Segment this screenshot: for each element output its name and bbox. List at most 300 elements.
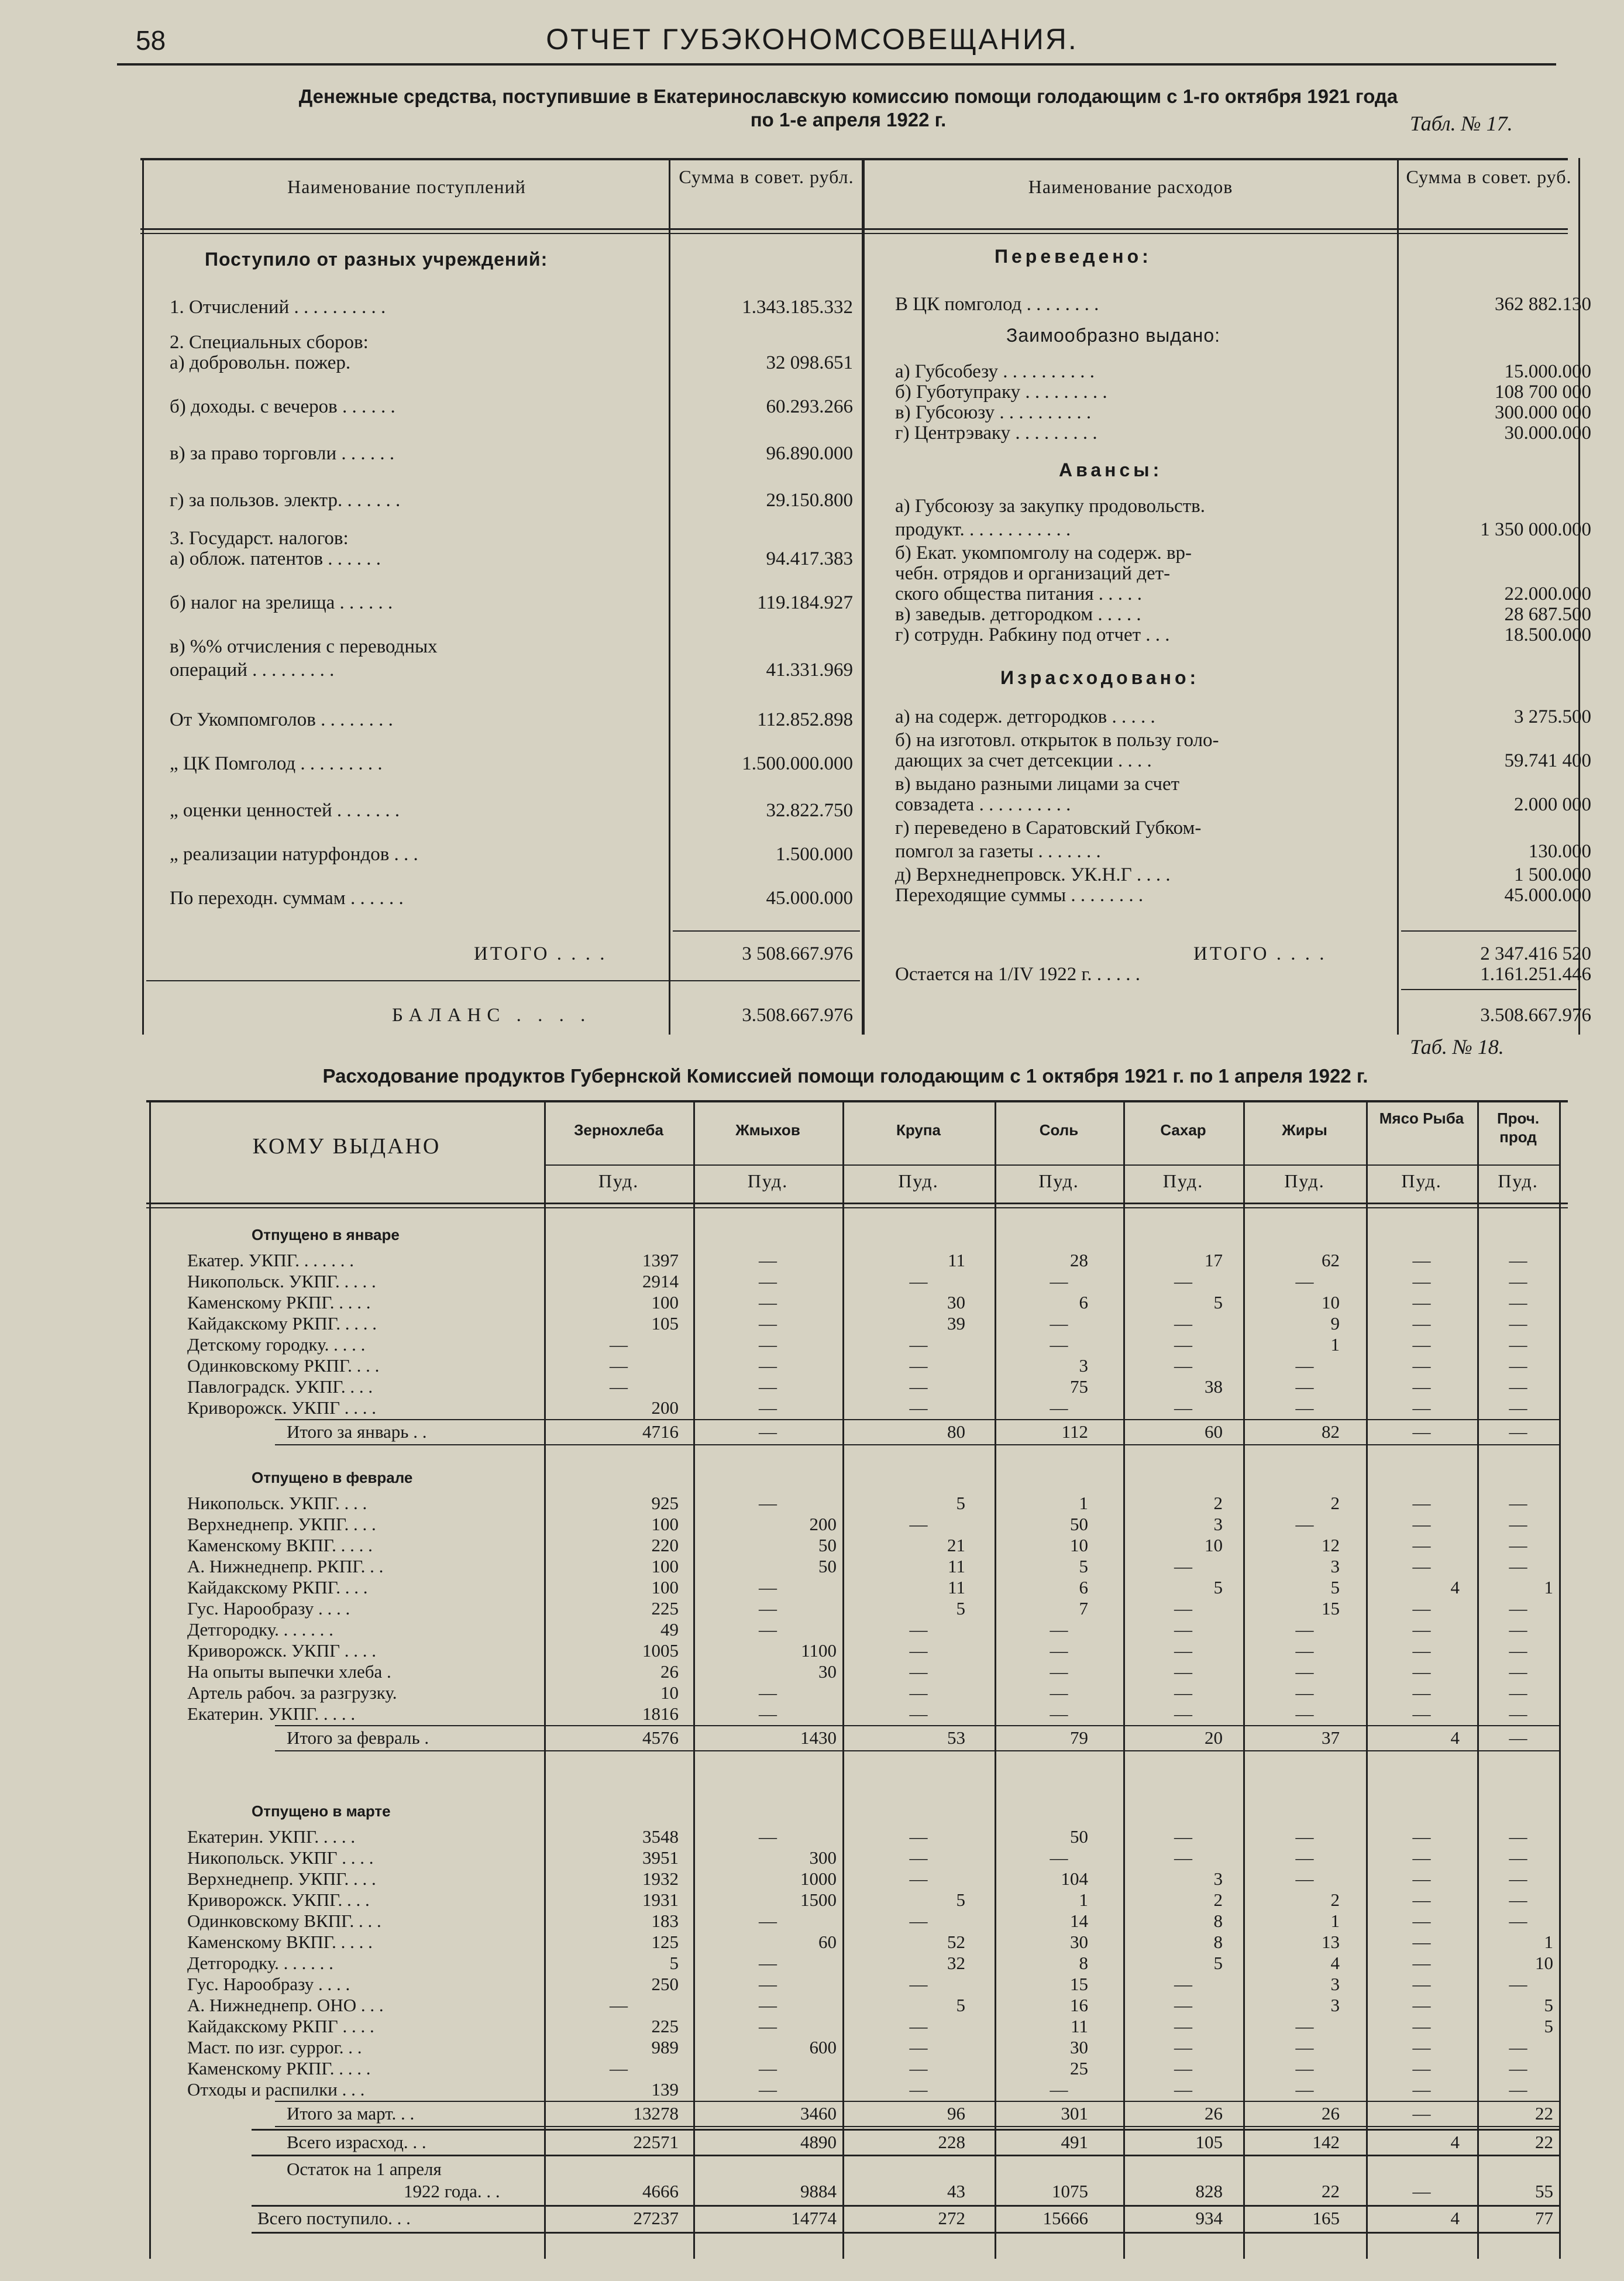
running-title: ОТЧЕТ ГУБЭКОНОМСОВЕЩАНИЯ. <box>546 23 1078 56</box>
table18-cell: 3548 <box>642 1826 679 1847</box>
table18-cell: — <box>909 1911 928 1931</box>
table18-cell: 5 <box>1213 1292 1223 1313</box>
table18-cell: — <box>759 1250 777 1270</box>
table18-cell: — <box>1295 1661 1314 1682</box>
table18-cell: 39 <box>947 1313 965 1334</box>
table18-cell: 1100 <box>801 1640 837 1661</box>
table18-cell: — <box>759 1682 777 1703</box>
table18-remainder-name-2: 1922 года. . . <box>404 2181 500 2201</box>
table18-cell: — <box>759 1313 777 1334</box>
expense-row-label: Переходящие суммы . . . . . . . . <box>895 885 1144 906</box>
table18-cell: — <box>759 1493 777 1513</box>
table18-cell: 21 <box>947 1535 965 1555</box>
table18-cell: 13 <box>1322 1932 1340 1952</box>
table18-cell: 50 <box>1070 1826 1088 1847</box>
table18-cell: 10 <box>1322 1292 1340 1313</box>
table18-cell: — <box>610 2058 628 2079</box>
table18-cell: — <box>1412 2016 1431 2036</box>
table18-cell: 7 <box>1079 1598 1088 1619</box>
table18-group-total-name: Итого за январь . . <box>287 1421 427 1442</box>
table18-cell: 3 <box>1079 1355 1088 1376</box>
table18-cell: — <box>759 1826 777 1847</box>
table18-cell: 27237 <box>633 2208 679 2228</box>
table18-cell: — <box>1412 1974 1431 1994</box>
table18-cell: — <box>1050 1640 1068 1661</box>
table18-cell: 300 <box>809 1847 837 1868</box>
expense-row <box>895 623 1591 647</box>
table18-cell: — <box>1412 1703 1431 1724</box>
balance-rule <box>146 980 860 981</box>
table18-row-name: На опыты выпечки хлеба . <box>187 1661 391 1682</box>
income-row <box>170 442 857 465</box>
income-row <box>170 547 857 571</box>
table18-cell: 25 <box>1070 2058 1088 2079</box>
income-row-label: По переходн. суммам . . . . . . <box>170 888 404 909</box>
expense-total-rule <box>1401 930 1577 932</box>
table18-col-header: Крупа <box>896 1121 941 1139</box>
table18-cell: — <box>1295 2079 1314 2100</box>
table18-cell: — <box>1295 1355 1314 1376</box>
expense-total-row <box>895 942 1591 966</box>
table18-cell: — <box>1412 1911 1431 1931</box>
table18-cell: 22 <box>1322 2181 1340 2201</box>
expense-row-value: 3 275.500 <box>1514 706 1591 727</box>
expense-row-label: а) Губсобезу . . . . . . . . . . <box>895 361 1095 382</box>
expense-row-label: в) заведыв. детгородком . . . . . <box>895 604 1141 625</box>
table18-cell: — <box>1050 2079 1068 2100</box>
expense-name-header: Наименование расходов <box>1028 176 1233 197</box>
table18-cell: 30 <box>818 1661 837 1682</box>
expense-row-value: 59.741 400 <box>1504 750 1591 771</box>
table18-cell: — <box>909 2079 928 2100</box>
table18-cell: — <box>1412 1292 1431 1313</box>
income-total-value: 3 508.667.976 <box>742 943 853 964</box>
table18-cell: 15 <box>1322 1598 1340 1619</box>
table18-cell: 5 <box>956 1995 965 2015</box>
income-row <box>170 331 857 354</box>
balance-row <box>170 1004 857 1027</box>
table17-left-border <box>142 158 144 1035</box>
table18-cell: 60 <box>818 1932 837 1952</box>
table18-cell: — <box>1509 1355 1527 1376</box>
table18-cell: — <box>1295 1376 1314 1397</box>
table18-cell: — <box>1295 2058 1314 2079</box>
table18-cell: — <box>909 1682 928 1703</box>
table18-cell: — <box>1174 1640 1192 1661</box>
table18-cell: 105 <box>651 1313 679 1334</box>
income-row <box>170 799 857 822</box>
table18-cell: 100 <box>651 1514 679 1534</box>
table18-cell: 1 <box>1079 1493 1088 1513</box>
table17-title-line1: Денежные средства, поступившие в Екатеринославскую комиссию помощи голодающим с 1-го октября 1921 года <box>298 85 1398 107</box>
table18-cell: 37 <box>1322 1727 1340 1748</box>
table18-cell: 600 <box>809 2037 837 2057</box>
table18-row-name: Криворожск. УКПГ . . . . <box>187 1640 377 1661</box>
table18-cell: — <box>1412 1598 1431 1619</box>
table18-unit-header: Пуд. <box>1498 1170 1539 1191</box>
table18-col-header: Зернохлеба <box>574 1121 663 1139</box>
expense-remainder-label: Остается на 1/IV 1922 г. . . . . . <box>895 964 1141 985</box>
table18-cell: 3 <box>1213 1514 1223 1534</box>
income-row-value: 32 098.651 <box>766 352 853 373</box>
expense-row <box>895 494 1574 518</box>
table18-cell: — <box>1174 1682 1192 1703</box>
table18-row-name: Каменскому РКПГ. . . . . <box>187 1292 371 1313</box>
income-row-value: 29.150.800 <box>766 490 853 511</box>
income-row-value: 41.331.969 <box>766 659 853 681</box>
table18-cell: 1000 <box>800 1868 837 1889</box>
table18-unit-header: Пуд. <box>1162 1170 1204 1191</box>
income-row-value: 112.852.898 <box>757 709 853 730</box>
table18-cell: 5 <box>1079 1556 1088 1576</box>
table18-cell: 183 <box>651 1911 679 1931</box>
expense-row-label: В ЦК помголод . . . . . . . . <box>895 294 1099 315</box>
income-row-label: в) за право торговли . . . . . . <box>170 443 395 464</box>
table18-cell: — <box>1412 1890 1431 1910</box>
table18-cell: — <box>759 2058 777 2079</box>
table18-cell: 15666 <box>1042 2208 1088 2228</box>
income-row-label: „ реализации натурфондов . . . <box>170 844 418 865</box>
table18-row-name: Никопольск. УКПГ. . . . <box>187 1493 367 1513</box>
table18-cell: 5 <box>1544 2016 1553 2036</box>
expense-row <box>895 729 1574 752</box>
table18-cell: — <box>1412 1397 1431 1418</box>
table18-cell: — <box>1412 2037 1431 2057</box>
table18-cell: — <box>1174 2079 1192 2100</box>
table18-cell: 165 <box>1312 2208 1340 2228</box>
table18-cell: 30 <box>947 1292 965 1313</box>
expense-row-value: 18.500.000 <box>1504 624 1591 645</box>
table18-cell: — <box>1295 1271 1314 1291</box>
expense-row <box>895 603 1591 626</box>
income-row <box>170 395 857 418</box>
table18-cell: — <box>1412 1556 1431 1576</box>
table18-cell: 79 <box>1070 1727 1088 1748</box>
table18-unit-header: Пуд. <box>898 1170 939 1191</box>
table18-cell: — <box>1412 2058 1431 2079</box>
table18-row-name: Детгородку. . . . . . . <box>187 1953 333 1973</box>
table18-cell: 3951 <box>642 1847 679 1868</box>
income-total-row <box>170 942 857 966</box>
income-row-label: „ оценки ценностей . . . . . . . <box>170 800 400 821</box>
table18-cell: — <box>1174 1598 1192 1619</box>
table18-cell: — <box>759 1292 777 1313</box>
table18-cell: — <box>759 1334 777 1355</box>
table18-col-divider <box>544 1100 546 2259</box>
table18-cell: — <box>909 1355 928 1376</box>
table18-cell: — <box>610 1376 628 1397</box>
table18-row-name: Криворожск. УКПГ. . . . <box>187 1890 370 1910</box>
table18-cell: — <box>1509 1847 1527 1868</box>
table18-cell: — <box>1174 1556 1192 1576</box>
table18-cell: — <box>1509 1890 1527 1910</box>
expense-row <box>895 816 1574 840</box>
table18-cell: — <box>1412 1535 1431 1555</box>
table18-cell: 77 <box>1535 2208 1553 2228</box>
table18-cell: 10 <box>1070 1535 1088 1555</box>
table18-group-total-rule <box>275 1725 1559 1726</box>
income-row-value: 32.822.750 <box>766 800 853 821</box>
table18-unit-rule <box>544 1164 1559 1166</box>
table18-cell: — <box>1412 1661 1431 1682</box>
table18-cell: — <box>1295 1847 1314 1868</box>
table18-cell: 100 <box>651 1556 679 1576</box>
expense-total-label: ИТОГО . . . . <box>1193 943 1327 964</box>
table18-cell: — <box>1509 1376 1527 1397</box>
table18-cell: — <box>909 1703 928 1724</box>
table18-cell: 2 <box>1330 1493 1340 1513</box>
table18-row-name: Верхнеднепр. УКПГ. . . . <box>187 1514 376 1534</box>
table18-cell: 11 <box>948 1577 965 1598</box>
table18-cell: 22571 <box>633 2132 679 2152</box>
table18-col-header: Проч. прод <box>1496 1109 1540 1146</box>
table18-cell: 925 <box>651 1493 679 1513</box>
table18-cell: 26 <box>1205 2103 1223 2124</box>
table18-cell: 52 <box>947 1932 965 1952</box>
table18-cell: — <box>1050 1313 1068 1334</box>
table18-cell: 5 <box>956 1493 965 1513</box>
income-section-heading: Поступило от разных учреждений: <box>205 249 548 270</box>
table18-cell: — <box>1174 2037 1192 2057</box>
header-rule <box>117 63 1556 66</box>
table18-group-total-rule-bottom <box>275 1444 1559 1445</box>
income-name-header: Наименование поступлений <box>287 176 526 197</box>
expense-balance-row <box>895 1004 1591 1027</box>
table18-cell: — <box>1295 1682 1314 1703</box>
table18-cell: 9884 <box>800 2181 837 2201</box>
expense-row <box>895 562 1574 585</box>
table18-cell: 934 <box>1195 2208 1223 2228</box>
table18-cell: — <box>759 1421 777 1442</box>
table18-cell: — <box>1509 1826 1527 1847</box>
table18-cell: — <box>1050 1703 1068 1724</box>
table18-cell: 104 <box>1061 1868 1088 1889</box>
table18-cell: 6 <box>1079 1292 1088 1313</box>
table18-cell: — <box>1412 1932 1431 1952</box>
income-row <box>170 887 857 910</box>
income-row <box>170 658 857 682</box>
table18-cell: — <box>1509 1598 1527 1619</box>
income-row-label: в) %% отчисления с переводных <box>170 636 438 657</box>
table18-row-name: Кайдакскому РКПГ. . . . . <box>187 1313 377 1334</box>
table18-cell: — <box>1509 1661 1527 1682</box>
table18-cell: — <box>1509 1250 1527 1270</box>
table18-cell: 17 <box>1205 1250 1223 1270</box>
table18-row-name: Павлоградск. УКПГ. . . . <box>187 1376 373 1397</box>
table18-cell: 4716 <box>642 1421 679 1442</box>
balance-label: БАЛАНС . . . . <box>392 1005 591 1026</box>
table18-cell: 53 <box>947 1727 965 1748</box>
table18-cell: — <box>759 1953 777 1973</box>
table18-cell: 272 <box>938 2208 965 2228</box>
table18-cell: — <box>1509 1397 1527 1418</box>
table18-row-name: Верхнеднепр. УКПГ. . . . <box>187 1868 376 1889</box>
income-row <box>170 351 857 375</box>
table17-middle-divider <box>862 158 865 1035</box>
table18-cell: — <box>909 1847 928 1868</box>
table18-cell: — <box>1412 1953 1431 1973</box>
income-row-label: а) добровольн. пожер. <box>170 352 351 373</box>
expense-loaned-heading: Заимообразно выдано: <box>1006 325 1221 346</box>
income-row <box>170 489 857 512</box>
table18-row-name: Маст. по изг. суррог. . . <box>187 2037 362 2057</box>
table18-cell: — <box>1295 1397 1314 1418</box>
table18-unit-header: Пуд. <box>1038 1170 1079 1191</box>
table18-group-total-name: Итого за февраль . <box>287 1727 429 1748</box>
grand-total-rule <box>252 2129 1559 2131</box>
table18-cell: 1 <box>1544 1577 1553 1598</box>
table18-cell: 2 <box>1330 1890 1340 1910</box>
table18-cell: — <box>1050 1397 1068 1418</box>
table18-cell: — <box>1412 1334 1431 1355</box>
expense-transferred-heading: Переведено: <box>995 246 1152 267</box>
table18-cell: 491 <box>1061 2132 1088 2152</box>
table18-cell: — <box>1174 1619 1192 1640</box>
table18-cell: 5 <box>1544 1995 1553 2015</box>
table18-cell: 200 <box>651 1397 679 1418</box>
table18-cell: 4666 <box>642 2181 679 2201</box>
table18-cell: — <box>1174 1974 1192 1994</box>
table18-row-name: Кайдакскому РКПГ . . . . <box>187 2016 374 2036</box>
table18-cell: — <box>1412 2103 1431 2124</box>
table18-cell: — <box>759 1271 777 1291</box>
expense-row-value: 130.000 <box>1528 841 1591 862</box>
table18-cell: 13278 <box>633 2103 679 2124</box>
expense-sum-header: Сумма в совет. руб. <box>1406 166 1572 187</box>
table18-cell: — <box>1412 1640 1431 1661</box>
income-row <box>170 296 857 319</box>
table18-cell: — <box>909 1974 928 1994</box>
expense-spent-heading: Израсходовано: <box>1000 667 1200 688</box>
table18-header-rule <box>146 1203 1568 1204</box>
expense-row-value: 108 700 000 <box>1495 382 1591 403</box>
table18-cell: — <box>759 1598 777 1619</box>
table18-row-name: Гус. Нарообразу . . . . <box>187 1598 350 1619</box>
income-row-label: 2. Специальных сборов: <box>170 332 369 353</box>
table18-cell: 1932 <box>642 1868 679 1889</box>
table18-cell: — <box>1050 1619 1068 1640</box>
table18-cell: — <box>1509 1535 1527 1555</box>
table18-cell: — <box>759 1619 777 1640</box>
table18-cell: — <box>1050 1847 1068 1868</box>
table18-cell: 220 <box>651 1535 679 1555</box>
table17-header-rule-2 <box>140 233 1568 234</box>
received-rule-bottom <box>252 2232 1559 2234</box>
table18-cell: 1 <box>1079 1890 1088 1910</box>
expense-advances-heading: Авансы: <box>1059 459 1163 480</box>
income-row-label: „ ЦК Помголод . . . . . . . . . <box>170 753 383 774</box>
table18-row-name: Криворожск. УКПГ . . . . <box>187 1397 377 1418</box>
table18-cell: 5 <box>956 1890 965 1910</box>
table18-cell: — <box>1509 1619 1527 1640</box>
table18-cell: 1 <box>1330 1911 1340 1931</box>
table18-cell: 4 <box>1450 2132 1460 2152</box>
table18-row-name: Екатер. УКПГ. . . . . . . <box>187 1250 354 1270</box>
table18-group-heading: Отпущено в январе <box>252 1226 400 1243</box>
table18-col-header: Жмыхов <box>735 1121 800 1139</box>
table18-cell: 5 <box>956 1598 965 1619</box>
table18-group-total-rule <box>275 1419 1559 1420</box>
expense-row-value: 28 687.500 <box>1504 604 1591 625</box>
balance-value: 3.508.667.976 <box>742 1005 853 1026</box>
table18-cell: — <box>1174 1397 1192 1418</box>
expense-row-label: а) на содерж. детгородков . . . . . <box>895 706 1155 727</box>
expense-row-value: 30.000.000 <box>1504 422 1591 444</box>
income-row-value: 1.500.000 <box>776 844 853 865</box>
table18-cell: — <box>759 1376 777 1397</box>
table18-cell: — <box>1174 1995 1192 2015</box>
table18-cell: — <box>1509 1640 1527 1661</box>
table18-number: Таб. № 18. <box>1410 1035 1504 1059</box>
table18-cell: 989 <box>651 2037 679 2057</box>
table18-unit-header: Пуд. <box>747 1170 789 1191</box>
expense-row-label: г) сотрудн. Рабкину под отчет . . . <box>895 624 1170 645</box>
expense-row-label: совзадета . . . . . . . . . . <box>895 794 1071 815</box>
table18-received-name: Всего поступило. . . <box>257 2208 411 2228</box>
expense-row-label: дающих за счет детсекции . . . . <box>895 750 1152 771</box>
income-sum-header: Сумма в совет. рубл. <box>679 166 854 187</box>
income-row-value: 119.184.927 <box>757 592 853 613</box>
table18-cell: — <box>1509 1421 1527 1442</box>
table18-cell: — <box>909 1271 928 1291</box>
table18-cell: 22 <box>1535 2103 1553 2124</box>
income-row <box>170 527 857 550</box>
expense-row <box>895 401 1591 424</box>
table18-cell: 4 <box>1450 2208 1460 2228</box>
table18-cell: 12 <box>1322 1535 1340 1555</box>
income-total-label: ИТОГО . . . . <box>474 943 607 964</box>
table18-cell: 43 <box>947 2181 965 2201</box>
expense-row-label: б) на изготовл. открыток в пользу голо- <box>895 730 1219 751</box>
table18-cell: — <box>1509 1493 1527 1513</box>
table18-cell: — <box>1412 1995 1431 2015</box>
income-row <box>170 843 857 866</box>
table18-cell: — <box>1174 1355 1192 1376</box>
table18-cell: — <box>1412 1271 1431 1291</box>
table18-col-header: Мясо Рыба <box>1379 1109 1464 1127</box>
expense-row-label: помгол за газеты . . . . . . . <box>895 841 1101 862</box>
table18-row-name: Детскому городку. . . . . <box>187 1334 366 1355</box>
table18-cell: 50 <box>1070 1514 1088 1534</box>
table18-cell: — <box>1412 1619 1431 1640</box>
table18-remainder-name-1: Остаток на 1 апреля <box>287 2159 442 2179</box>
expense-row-label: г) Центрэваку . . . . . . . . . <box>895 422 1097 444</box>
income-row-value: 96.890.000 <box>766 443 853 464</box>
table18-cell: — <box>1509 1313 1527 1334</box>
expense-row-label: ского общества питания . . . . . <box>895 583 1143 604</box>
table18-cell: — <box>1509 2058 1527 2079</box>
table18-cell: — <box>1050 1271 1068 1291</box>
income-row <box>170 635 857 658</box>
expense-row <box>895 705 1591 729</box>
table18-cell: 139 <box>651 2079 679 2100</box>
table18-cell: 80 <box>947 1421 965 1442</box>
table18-cell: 250 <box>651 1974 679 1994</box>
table18-cell: 6 <box>1079 1577 1088 1598</box>
table18-cell: 8 <box>1079 1953 1088 1973</box>
table18-cell: 142 <box>1312 2132 1340 2152</box>
table18-cell: — <box>759 2016 777 2036</box>
table18-cell: — <box>1174 1271 1192 1291</box>
table18-cell: 225 <box>651 1598 679 1619</box>
table18-cell: — <box>759 1974 777 1994</box>
expense-row <box>895 518 1591 541</box>
table18-cell: 26 <box>660 1661 679 1682</box>
income-row-label: б) налог на зрелища . . . . . . <box>170 592 393 613</box>
table18-cell: — <box>759 1911 777 1931</box>
table18-cell: 5 <box>669 1953 679 1973</box>
table18-cell: 2 <box>1213 1493 1223 1513</box>
